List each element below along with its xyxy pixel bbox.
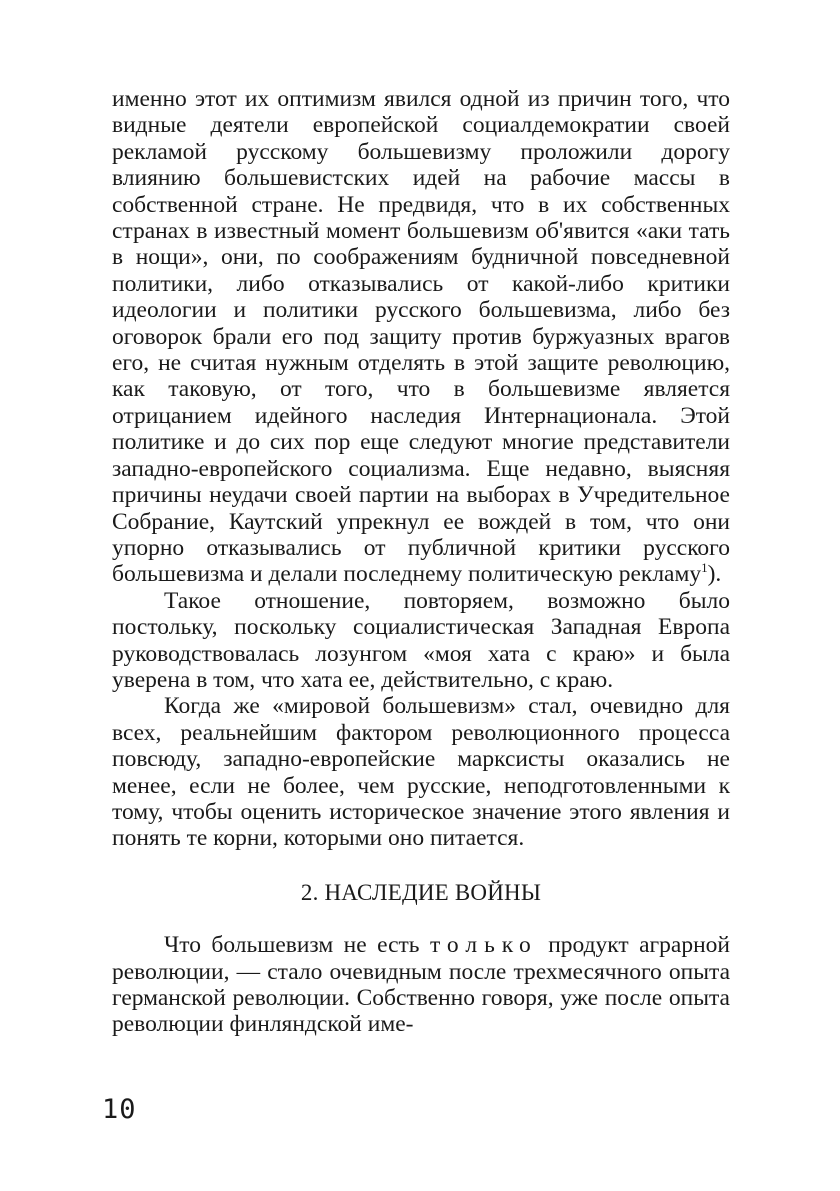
footnote-marker: 1 — [701, 560, 708, 576]
section-heading: 2. НАСЛЕДИЕ ВОЙНЫ — [300, 879, 542, 905]
paragraph-2: Такое отношение, повторяем, возможно было постольку, поскольку социалистическая Западная Европа руководствовалась лозунгом «моя хата с краю» и была уверена в том, что хата ее, действительно, с краю. — [112, 587, 730, 693]
page-body — [112, 86, 730, 1038]
paragraph-1-end: ). — [707, 561, 722, 588]
paragraph-4-start: Что большевизм не есть — [164, 932, 420, 959]
paragraph-continued — [112, 86, 730, 588]
paragraph-1-text: именно этот их оптимизм явился одной из причин того, что видные деятели европейской социалдемократии своей рекламой русскому большевизму проложили дорогу влиянию большевистских идей на рабочие массы в собственной стране. Не предвидя, что в их собственных странах в известный момент большевизм об'явится «аки тать в нощи», они, по соображениям будничной повседневной политики, либо отказывались от какой-либо критики идеологии и политики русского большевизма, либо без оговорок брали его под защиту против буржуазных врагов его, не считая нужным отделять в этой защите революцию, как таковую, от того, что в большевизме является отрицанием идейного наследия Интернационала. Этой политике и до сих пор еще следуют многие представители западно-европейского социализма. Еще недавно, выясняя причины неудачи своей партии на выборах в Учредительное Собрание, Каутский упрекнул ее вождей в том, что они упорно отказывались от публичной критики русского большевизма и делали последнему политическую рекламу — [112, 86, 730, 588]
paragraph-3: Когда же «мировой большевизм» стал, очевидно для всех, реальнейшим фактором революционного процесса повсюду, западно-европейские марксисты оказались не менее, если не более, чем русские, неподготовленными к тому, чтобы оценить историческое значение этого явления и понять те корни, которыми оно питается. — [112, 693, 730, 852]
paragraph-4-rest: продукт аграрной революции, — стало очевидным после трехмесячного опыта германской революции. Собственно говоря, уже после опыта революции финляндской име- — [112, 932, 731, 1038]
page-number: 10 — [102, 1094, 137, 1125]
paragraph-4 — [112, 932, 730, 1038]
emphasized-word: только — [429, 932, 538, 959]
